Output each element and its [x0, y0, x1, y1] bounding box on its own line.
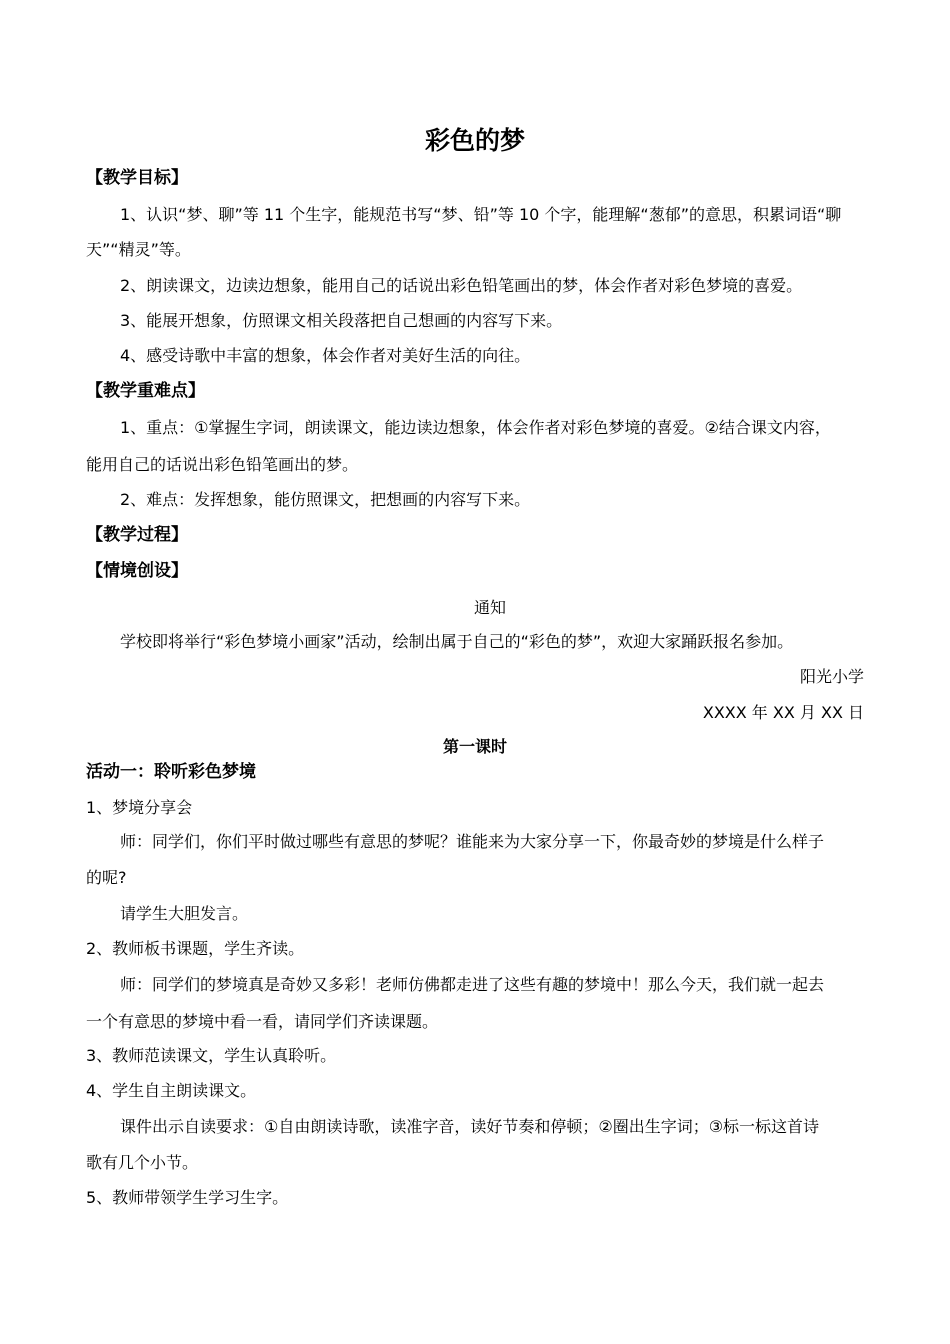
step-5: 5、教师带领学生学习生字。 [86, 1188, 289, 1207]
step-1-student: 请学生大胆发言。 [120, 904, 249, 923]
goal-1-line-1: 1、认识“梦、聊”等 11 个生字，能规范书写“梦、铅”等 10 个字，能理解“葱郁”的意思，积累词语“聊 [120, 205, 842, 224]
notice-title: 通知 [474, 598, 507, 617]
heading-scenario: 【情境创设】 [86, 561, 188, 581]
step-2-teacher-line-2: 一个有意思的梦境中看一看，请同学们齐读课题。 [86, 1012, 439, 1031]
goal-4: 4、感受诗歌中丰富的想象，体会作者对美好生活的向往。 [120, 346, 531, 365]
goal-1-line-2: 天”“精灵”等。 [86, 240, 191, 259]
step-2: 2、教师板书课题，学生齐读。 [86, 939, 305, 958]
notice-signature: 阳光小学 [799, 667, 864, 686]
step-3: 3、教师范读课文，学生认真聆听。 [86, 1046, 337, 1065]
step-1: 1、梦境分享会 [86, 798, 193, 817]
notice-date: XXXX 年 XX 月 XX 日 [702, 703, 864, 722]
step-2-teacher-line-1: 师：同学们的梦境真是奇妙又多彩！老师仿佛都走进了这些有趣的梦境中！那么今天，我们就一起去 [120, 975, 825, 994]
step-1-teacher-line-2: 的呢? [86, 868, 127, 887]
step-4-requirements-line-2: 歌有几个小节。 [86, 1153, 199, 1172]
keypoint-1-line-1: 1、重点：①掌握生字词，朗读课文，能边读边想象，体会作者对彩色梦境的喜爱。②结合课文内容， [120, 418, 831, 437]
heading-teaching-process: 【教学过程】 [86, 525, 188, 545]
notice-body: 学校即将举行“彩色梦境小画家”活动，绘制出属于自己的“彩色的梦”，欢迎大家踊跃报名参加。 [120, 632, 794, 651]
session-title: 第一课时 [442, 737, 507, 756]
step-1-teacher-line-1: 师：同学们，你们平时做过哪些有意思的梦呢？谁能来为大家分享一下，你最奇妙的梦境是什么样子 [120, 832, 825, 851]
page-title: 彩色的梦 [424, 126, 525, 155]
heading-teaching-goals: 【教学目标】 [86, 168, 188, 188]
step-4: 4、学生自主朗读课文。 [86, 1081, 257, 1100]
keypoint-1-line-2: 能用自己的话说出彩色铅笔画出的梦。 [86, 455, 359, 474]
step-4-requirements-line-1: 课件出示自读要求：①自由朗读诗歌，读准字音，读好节奏和停顿；②圈出生字词；③标一标这首诗 [120, 1117, 820, 1136]
activity-heading: 活动一：聆听彩色梦境 [86, 762, 256, 782]
goal-3: 3、能展开想象，仿照课文相关段落把自己想画的内容写下来。 [120, 311, 563, 330]
heading-key-points: 【教学重难点】 [86, 381, 205, 401]
goal-2: 2、朗读课文，边读边想象，能用自己的话说出彩色铅笔画出的梦，体会作者对彩色梦境的喜爱。 [120, 276, 803, 295]
keypoint-2: 2、难点：发挥想象，能仿照课文，把想画的内容写下来。 [120, 490, 531, 509]
